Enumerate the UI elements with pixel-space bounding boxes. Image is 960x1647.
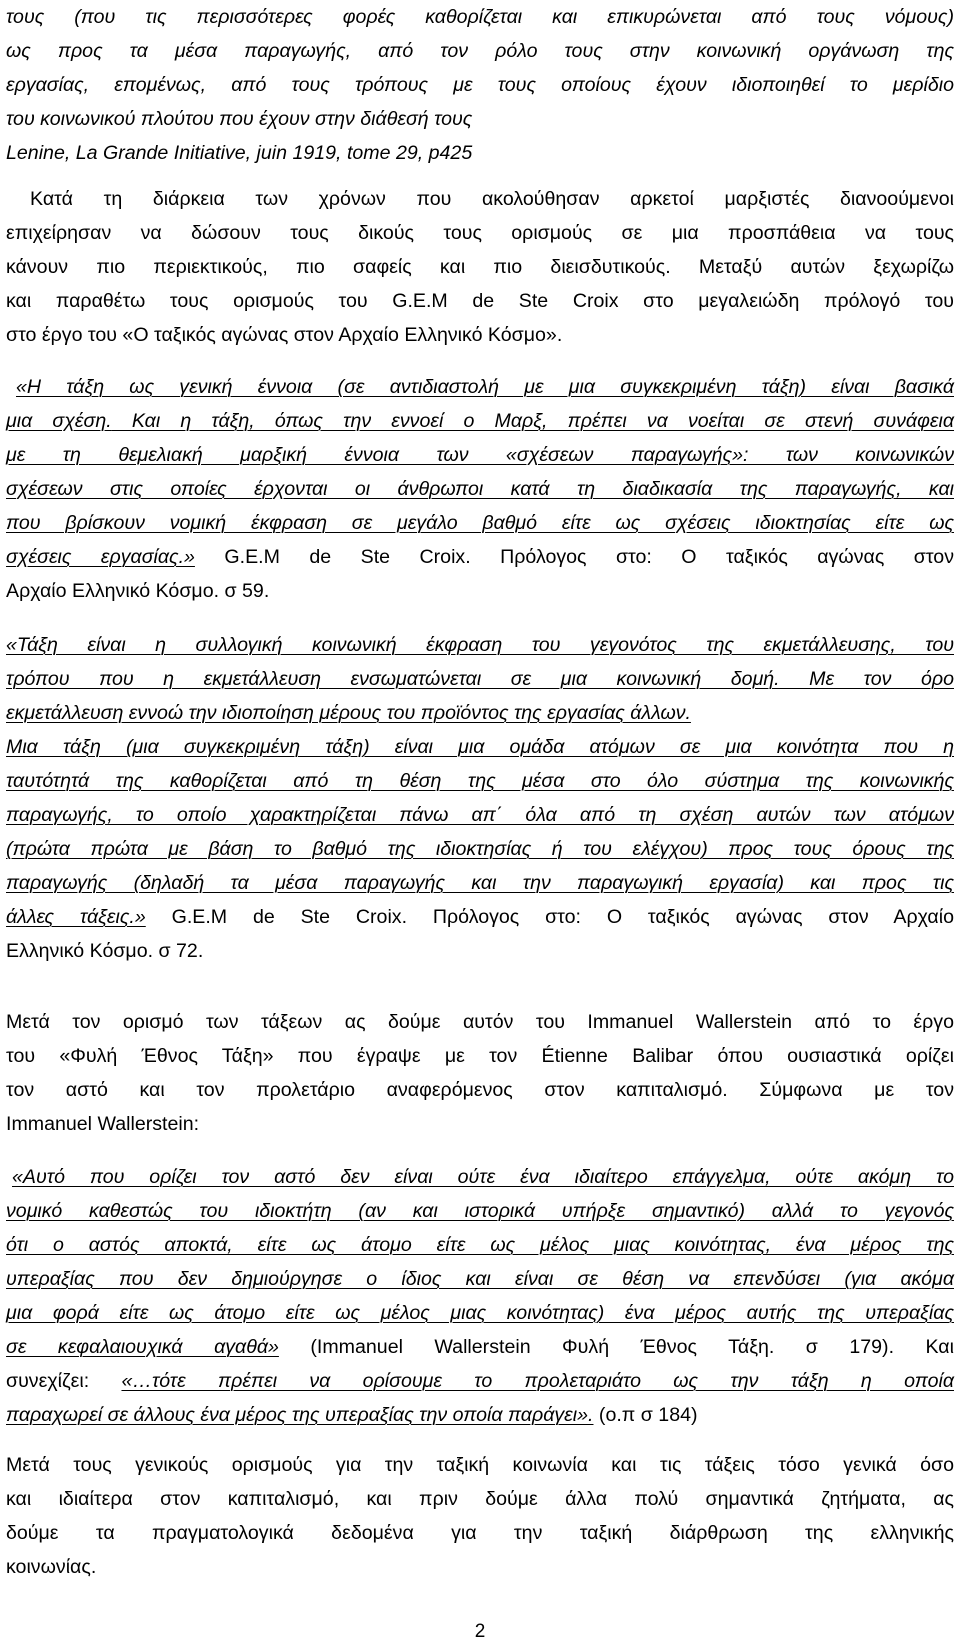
quote-citation-span: G.E.M de Ste Croix. Πρόλογος στο: Ο ταξικός αγώνας στον bbox=[194, 546, 954, 568]
quote-line bbox=[6, 1364, 954, 1398]
paragraph-line: επιχείρησαν να δώσουν τους δικούς τους ορισμούς σε μια προσπάθεια να τους bbox=[6, 222, 954, 244]
paragraph-line: Μετά τον ορισμό των τάξεων ας δούμε αυτόν του Immanuel Wallerstein από το έργο bbox=[6, 1011, 954, 1033]
paragraph-line: κοινωνίας. bbox=[6, 1556, 97, 1578]
quote-line: «Η τάξη ως γενική έννοια (σε αντιδιαστολή με μια συγκεκριμένη τάξη) είναι βασικά bbox=[16, 376, 954, 398]
quote-italic-span: παραχωρεί σε άλλους ένα μέρος της υπεραξίας την οποία παράγει». bbox=[6, 1404, 594, 1426]
quote-line bbox=[6, 404, 954, 438]
quote-line: εκμετάλλευση εννοώ την ιδιοποίηση μέρους του προϊόντος της εργασίας άλλων. bbox=[6, 702, 691, 724]
quote-line: σχέσεων στις οποίες έρχονται οι άνθρωποι κατά τη διαδικασία της παραγωγής, και bbox=[6, 478, 954, 500]
paragraph-line: του «Φυλή Έθνος Τάξη» που έγραψε με τον Étienne Balibar όπου ουσιαστικά ορίζει bbox=[6, 1045, 954, 1067]
quote-citation-line: Ελληνικό Κόσμο. σ 72. bbox=[6, 940, 204, 962]
ste-croix-quote-1 bbox=[6, 370, 954, 608]
closing-paragraph bbox=[6, 1448, 954, 1584]
opening-quote-line: εργασίας, επομένως, από τους τρόπους με τους οποίους έχουν ιδιοποιηθεί το μερίδιο bbox=[6, 74, 954, 96]
quote-line: παραγωγής, το οποίο χαρακτηρίζεται πάνω απ΄ όλα από τη σχέση αυτών των ατόμων bbox=[6, 804, 954, 826]
quote-span: Και η τάξη, όπως την εννοεί ο Μαρξ, πρέπει να νοείται σε στενή συνάφεια bbox=[111, 410, 955, 432]
quote-line: που βρίσκουν νομική έκφραση σε μεγάλο βαθμό είτε ως σχέσεις ιδιοκτησίας είτε ως bbox=[6, 512, 954, 534]
quote-line: μια φορά είτε ως άτομο είτε ως μέλος μιας κοινότητας) ένα μέρος αυτής της υπεραξίας bbox=[6, 1302, 954, 1324]
quote-plain-span: συνεχίζει: bbox=[6, 1370, 122, 1392]
quote-line: ότι ο αστός αποκτά, είτε ως άτομο είτε ως μέλος μιας κοινότητας, ένα μέρος της bbox=[6, 1234, 954, 1256]
quote-line: υπεραξίας που δεν δημιούργησε ο ίδιος και είναι σε θέση να επενδύσει (για ακόμα bbox=[6, 1268, 954, 1290]
quote-citation-span: G.E.M de Ste Croix. Πρόλογος στο: Ο ταξικός αγώνας στον Αρχαίο bbox=[145, 906, 954, 928]
paragraph-line: τον αστό και τον προλετάριο αναφερόμενος στον καπιταλισμό. Σύμφωνα με τον bbox=[6, 1079, 954, 1101]
paragraph-line: και παραθέτω τους ορισμούς του G.E.M de Ste Croix στο μεγαλειώδη πρόλογό του bbox=[6, 290, 954, 312]
quote-italic-span: άλλες τάξεις.» bbox=[6, 906, 146, 928]
paragraph-line: Μετά τους γενικούς ορισμούς για την ταξική κοινωνία και τις τάξεις τόσο γενικά όσο bbox=[6, 1454, 954, 1476]
page-number: 2 bbox=[474, 1621, 486, 1642]
opening-quote bbox=[6, 0, 954, 170]
quote-italic-span: σχέσεις εργασίας.» bbox=[6, 546, 195, 568]
quote-line: ταυτότητά της καθορίζεται από τη θέση της μέσα στο όλο σύστημα της κοινωνικής bbox=[6, 770, 954, 792]
wallerstein-intro bbox=[6, 1005, 954, 1141]
quote-line: (πρώτα πρώτα με βάση το βαθμό της ιδιοκτησίας ή του ελέγχου) προς τους όρους της bbox=[6, 838, 954, 860]
quote-line: με τη θεμελιακή μαρξική έννοια των «σχέσεων παραγωγής»: των κοινωνικών bbox=[6, 444, 954, 466]
quote-line bbox=[6, 540, 954, 574]
opening-quote-citation: Lenine, La Grande Initiative, juin 1919, tome 29, p425 bbox=[6, 142, 473, 164]
opening-quote-line: ως προς τα μέσα παραγωγής, από τον ρόλο τους στην κοινωνική οργάνωση της bbox=[6, 40, 954, 62]
paragraph-line: κάνουν πιο περιεκτικούς, πιο σαφείς και πιο διεισδυτικούς. Μεταξύ αυτών ξεχωρίζω bbox=[6, 256, 954, 278]
quote-citation-span: (Immanuel Wallerstein Φυλή Έθνος Τάξη. σ 179). Και bbox=[278, 1336, 954, 1358]
quote-line: Μια τάξη (μια συγκεκριμένη τάξη) είναι μια ομάδα ατόμων σε μια κοινότητα που η bbox=[6, 736, 954, 758]
quote-italic-span: μια σχέση. bbox=[6, 410, 112, 432]
opening-quote-line: τους (που τις περισσότερες φορές καθορίζεται και επικυρώνεται από τους νόμους) bbox=[6, 6, 954, 28]
quote-italic-span: «…τότε πρέπει να ορίσουμε το προλεταριάτο ως την τάξη η οποία bbox=[121, 1370, 954, 1392]
quote-italic-span: σε κεφαλαιουχικά αγαθά» bbox=[6, 1336, 279, 1358]
quote-line bbox=[6, 1398, 954, 1432]
paragraph-line: Κατά τη διάρκεια των χρόνων που ακολούθησαν αρκετοί μαρξιστές διανοούμενοι bbox=[30, 188, 954, 210]
paragraph-line: στο έργο του «Ο ταξικός αγώνας στον Αρχαίο Ελληνικό Κόσμο». bbox=[6, 324, 563, 346]
paragraph-line: δούμε τα πραγματολογικά δεδομένα για την ταξική διάρθρωση της ελληνικής bbox=[6, 1522, 954, 1544]
intro-paragraph bbox=[6, 182, 954, 352]
wallerstein-quote bbox=[6, 1160, 954, 1432]
ste-croix-quote-2 bbox=[6, 628, 954, 968]
quote-line: παραγωγής (δηλαδή τα μέσα παραγωγής και την παραγωγική εργασία) και προς τις bbox=[6, 872, 954, 894]
quote-citation-span: (ο.π σ 184) bbox=[593, 1404, 698, 1426]
quote-line bbox=[6, 900, 954, 934]
quote-line: νομικό καθεστώς του ιδιοκτήτη (αν και ιστορικά υπήρξε σημαντικό) αλλά το γεγονός bbox=[6, 1200, 954, 1222]
quote-line: «Τάξη είναι η συλλογική κοινωνική έκφραση του γεγονότος της εκμετάλλευσης, του bbox=[6, 634, 954, 656]
quote-citation-line: Αρχαίο Ελληνικό Κόσμο. σ 59. bbox=[6, 580, 270, 602]
quote-line: τρόπου που η εκμετάλλευση ενσωματώνεται σε μια κοινωνική δομή. Με τον όρο bbox=[6, 668, 954, 690]
opening-quote-line: του κοινωνικού πλούτου που έχουν στην διάθεσή τους bbox=[6, 108, 473, 130]
quote-line: «Αυτό που ορίζει τον αστό δεν είναι ούτε ένα ιδιαίτερο επάγγελμα, ούτε ακόμη το bbox=[12, 1166, 954, 1188]
paragraph-line: και ιδιαίτερα στον καπιταλισμό, και πριν δούμε άλλα πολύ σημαντικά ζητήματα, ας bbox=[6, 1488, 954, 1510]
quote-line bbox=[6, 1330, 954, 1364]
paragraph-line: Immanuel Wallerstein: bbox=[6, 1113, 200, 1135]
